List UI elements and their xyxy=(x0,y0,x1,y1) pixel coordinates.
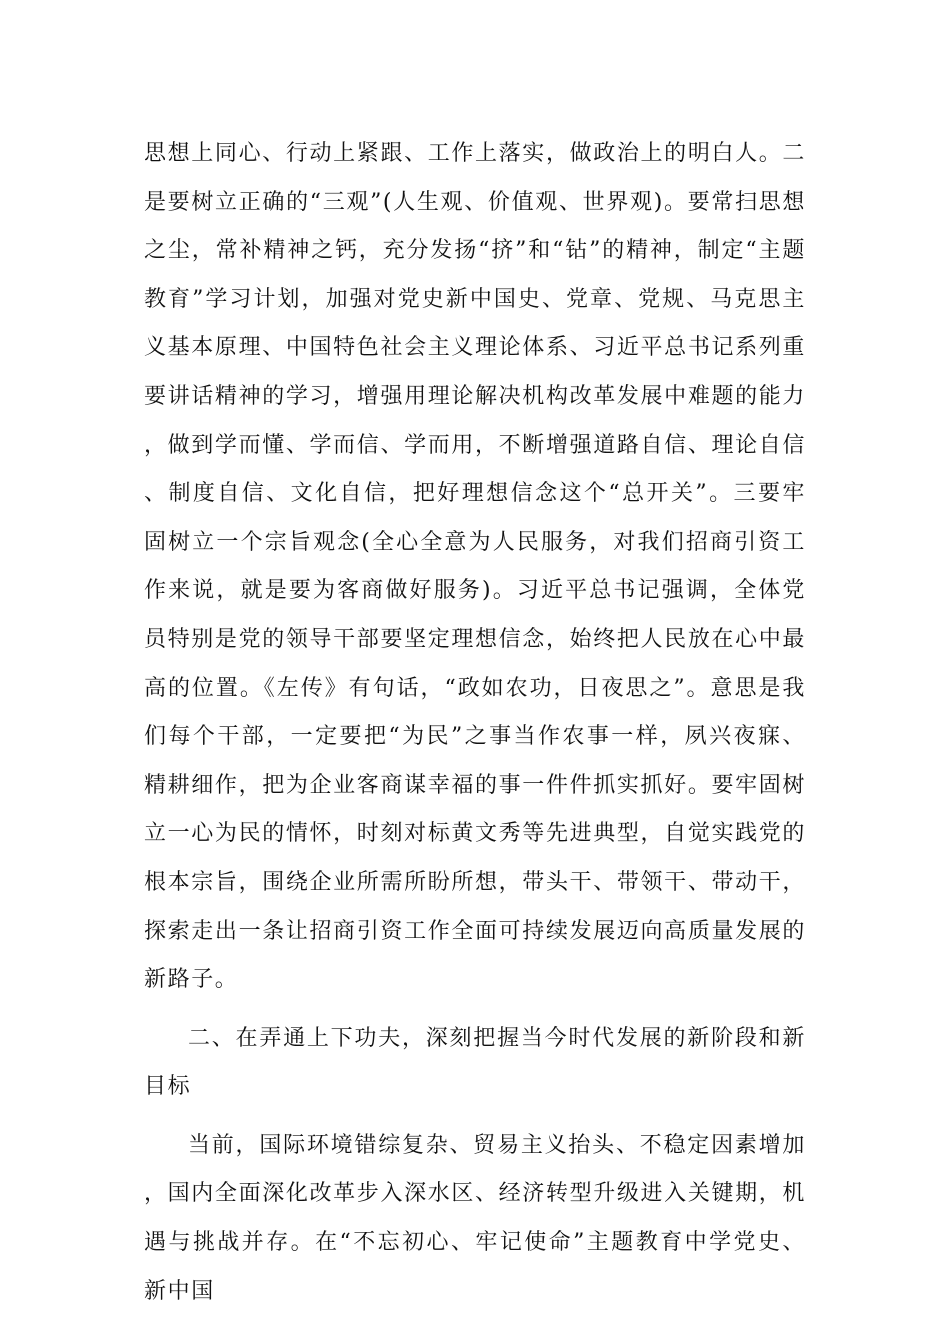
document-page xyxy=(144,130,806,1326)
paragraph-current-situation: 当前，国际环境错综复杂、贸易主义抬头、不稳定因素增加，国内全面深化改革步入深水区、经济转型升级进入关键期，机遇与挑战并存。在“不忘初心、牢记使命”主题教育中学党史、新中国 xyxy=(144,1132,806,1304)
section-heading-two: 二、在弄通上下功夫，深刻把握当今时代发展的新阶段和新目标 xyxy=(144,1025,806,1100)
paragraph-continuation: 思想上同心、行动上紧跟、工作上落实，做政治上的明白人。二是要树立正确的“三观”(人生观、价值观、世界观)。要常扫思想之尘，常补精神之钙，充分发扬“挤”和“钻”的精神，制定“主题教育”学习计划，加强对党史新中国史、党章、党规、马克思主义基本原理、中国特色社会主义理论体系、习近平总书记系列重要讲话精神的学习，增强用理论解决机构改革发展中难题的能力，做到学而懂、学而信、学而用，不断增强道路自信、理论自信、制度自信、文化自信，把好理想信念这个“总开关”。三要牢固树立一个宗旨观念(全心全意为人民服务，对我们招商引资工作来说，就是要为客商做好服务)。习近平总书记强调，全体党员特别是党的领导干部要坚定理想信念，始终把人民放在心中最高的位置。《左传》有句话，“政如农功，日夜思之”。意思是我们每个干部，一定要把“为民”之事当作农事一样，夙兴夜寐、精耕细作，把为企业客商谋幸福的事一件件抓实抓好。要牢固树立一心为民的情怀，时刻对标黄文秀等先进典型，自觉实践党的根本宗旨，围绕企业所需所盼所想，带头干、带领干、带动干，探索走出一条让招商引资工作全面可持续发展迈向高质量发展的新路子。 xyxy=(144,141,806,993)
